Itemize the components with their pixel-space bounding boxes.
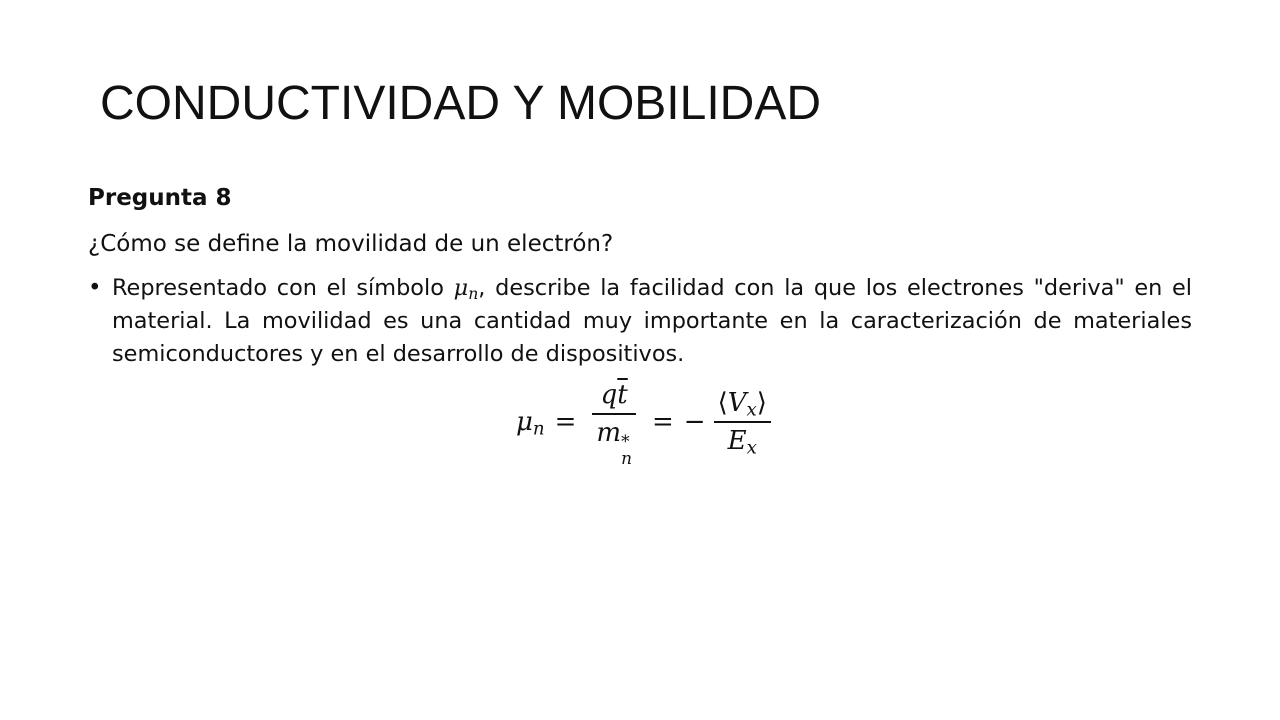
fraction-2-den-base: E	[727, 425, 747, 456]
fraction-2-num-open: ⟨	[717, 388, 728, 419]
slide-body	[88, 180, 1192, 371]
fraction-2-den-sub: x	[746, 437, 757, 459]
formula-equals-1: =	[554, 407, 577, 437]
bullet-text-rest: , describe la facilidad con la que los electrones "deriva" en el material. La movilidad es una cantidad muy importante en la caracterización de materiales semiconductores y en el desarrollo de dispositivos.	[112, 275, 1192, 367]
slide-title: CONDUCTIVIDAD Y MOBILIDAD	[100, 77, 822, 130]
fraction-1-den-base: m	[596, 417, 622, 448]
fraction-2-denominator	[724, 423, 761, 459]
fraction-2-num-base: V	[727, 388, 747, 419]
bullet-marker: •	[88, 275, 102, 301]
fraction-2-num-close: ⟩	[756, 388, 767, 419]
fraction-1-num-t: $\overline{t}$	[617, 380, 628, 411]
bullet-text-start: Representado con el símbolo	[112, 275, 454, 301]
formula-fraction-1	[592, 377, 636, 466]
fraction-1-numerator	[597, 377, 632, 413]
fraction-1-den-sub: n	[621, 447, 632, 468]
fraction-2-numerator	[714, 385, 771, 421]
formula-equals-2: =	[651, 407, 674, 437]
mobility-symbol-sub: n	[468, 283, 479, 303]
formula-minus: −	[683, 407, 706, 437]
formula-fraction-2	[714, 385, 771, 459]
question-text: ¿Cómo se define la movilidad de un electrón?	[88, 231, 614, 257]
formula-lhs-sub: n	[532, 418, 545, 440]
fraction-2-num-sub: x	[746, 399, 757, 421]
mobility-symbol-base: μ	[453, 275, 469, 301]
fraction-1-num-q: q	[600, 380, 618, 411]
fraction-1-den-sup: *	[621, 430, 630, 451]
mobility-formula	[516, 374, 777, 470]
mobility-symbol	[454, 275, 479, 301]
bullet-item	[88, 272, 1192, 371]
formula-lhs	[516, 407, 545, 440]
bullet-text	[112, 272, 1192, 371]
fraction-1-denominator	[592, 415, 636, 467]
formula-lhs-base: μ	[516, 407, 533, 437]
question-heading: Pregunta 8	[88, 185, 232, 211]
fraction-1-den-scripts	[621, 430, 632, 468]
